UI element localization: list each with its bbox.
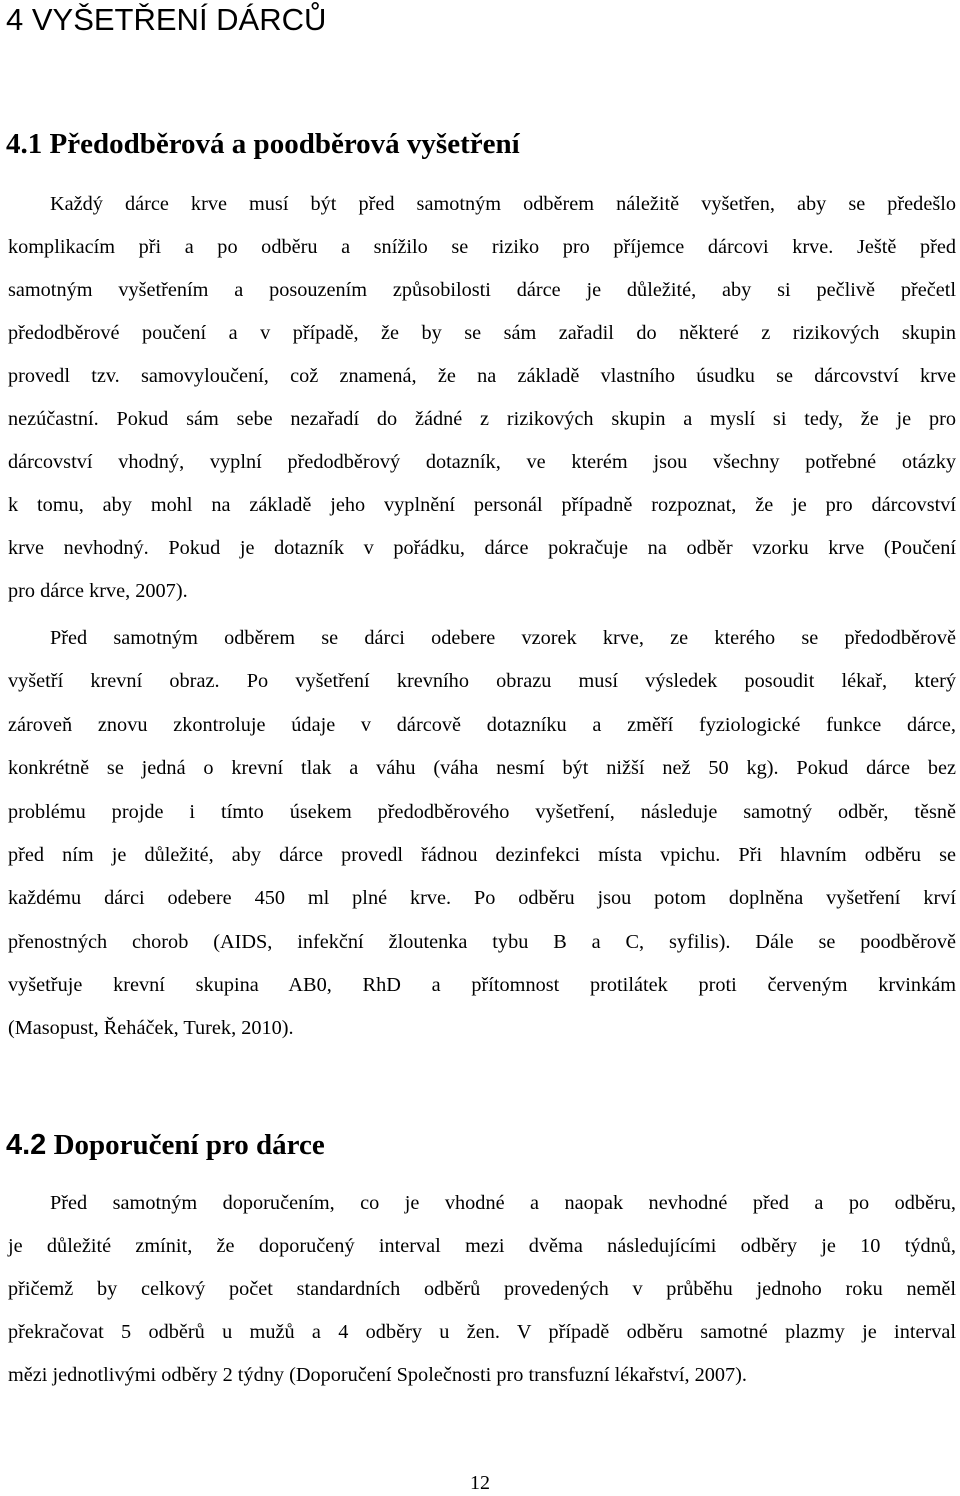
text-line: přičemž by celkový počet standardních odběrů provedených v průběhu jednoho roku neměl bbox=[8, 1278, 956, 1300]
text-line: každému dárci odebere 450 ml plné krve. Po odběru jsou potom doplněna vyšetření krví bbox=[8, 887, 956, 909]
text-line: komplikacím při a po odběru a snížilo se riziko pro příjemce dárcovi krve. Ještě před bbox=[8, 236, 956, 258]
text-line: dárcovství vhodný, vyplní předodběrový dotazník, ve kterém jsou všechny potřebné otázky bbox=[8, 451, 956, 473]
text-line: provedl tzv. samovyloučení, což znamená, že na základě vlastního úsudku se dárcovství krve bbox=[8, 365, 956, 387]
section-number: 4.2 bbox=[6, 1129, 47, 1161]
text-line: překračovat 5 odběrů u mužů a 4 odběry u žen. V případě odběru samotné plazmy je interval bbox=[8, 1321, 956, 1343]
text-line: mězi jednotlivými odběry 2 týdny (Doporučení Společnosti pro transfuzní lékařství, 2007). bbox=[8, 1364, 747, 1386]
text-line: krve nevhodný. Pokud je dotazník v pořádku, dárce pokračuje na odběr vzorku krve (Poučení bbox=[8, 537, 956, 559]
text-line: nezúčastní. Pokud sám sebe nezařadí do žádné z rizikových skupin a myslí si tedy, že je pro bbox=[8, 408, 956, 430]
text-line: Před samotným doporučením, co je vhodné a naopak nevhodné před a po odběru, bbox=[50, 1192, 956, 1214]
text-line: samotným vyšetřením a posouzením způsobilosti dárce je důležité, aby si pečlivě přečetl bbox=[8, 279, 956, 301]
text-line: Každý dárce krve musí být před samotným odběrem náležitě vyšetřen, aby se předešlo bbox=[50, 193, 956, 215]
text-line: konkrétně se jedná o krevní tlak a váhu (váha nesmí být nižší než 50 kg). Pokud dárce bez bbox=[8, 757, 956, 779]
text-line: vyšetřuje krevní skupina AB0, RhD a přítomnost protilátek proti červeným krvinkám bbox=[8, 974, 956, 996]
section-title-4-2 bbox=[6, 1127, 325, 1163]
text-line: pro dárce krve, 2007). bbox=[8, 580, 188, 602]
text-line: před ním je důležité, aby dárce provedl řádnou dezinfekci místa vpichu. Při hlavním odběru se bbox=[8, 844, 956, 866]
section-title-4-1: 4.1 Předodběrová a poodběrová vyšetření bbox=[6, 128, 520, 160]
page-number: 12 bbox=[470, 1472, 490, 1494]
section-title-text: Doporučení pro dárce bbox=[53, 1129, 325, 1161]
text-line: je důležité zmínit, že doporučený interval mezi dvěma následujícími odběry je 10 týdnů, bbox=[8, 1235, 956, 1257]
text-line: Před samotným odběrem se dárci odebere vzorek krve, ze kterého se předodběrově bbox=[50, 627, 956, 649]
text-line: problému projde i tímto úsekem předodběrového vyšetření, následuje samotný odběr, těsně bbox=[8, 801, 956, 823]
text-line: vyšetří krevní obraz. Po vyšetření krevního obrazu musí výsledek posoudit lékař, který bbox=[8, 670, 956, 692]
text-line: k tomu, aby mohl na základě jeho vyplnění personál případně rozpoznat, že je pro dárcovství bbox=[8, 494, 956, 516]
text-line: (Masopust, Řeháček, Turek, 2010). bbox=[8, 1017, 294, 1039]
chapter-title: 4 VYŠETŘENÍ DÁRCŮ bbox=[6, 2, 327, 37]
text-line: předodběrové poučení a v případě, že by se sám zařadil do některé z rizikových skupin bbox=[8, 322, 956, 344]
text-line: zároveň znovu zkontroluje údaje v dárcově dotazníku a změří fyziologické funkce dárce, bbox=[8, 714, 956, 736]
text-line: přenostných chorob (AIDS, infekční žloutenka tybu B a C, syfilis). Dále se poodběrově bbox=[8, 931, 956, 953]
